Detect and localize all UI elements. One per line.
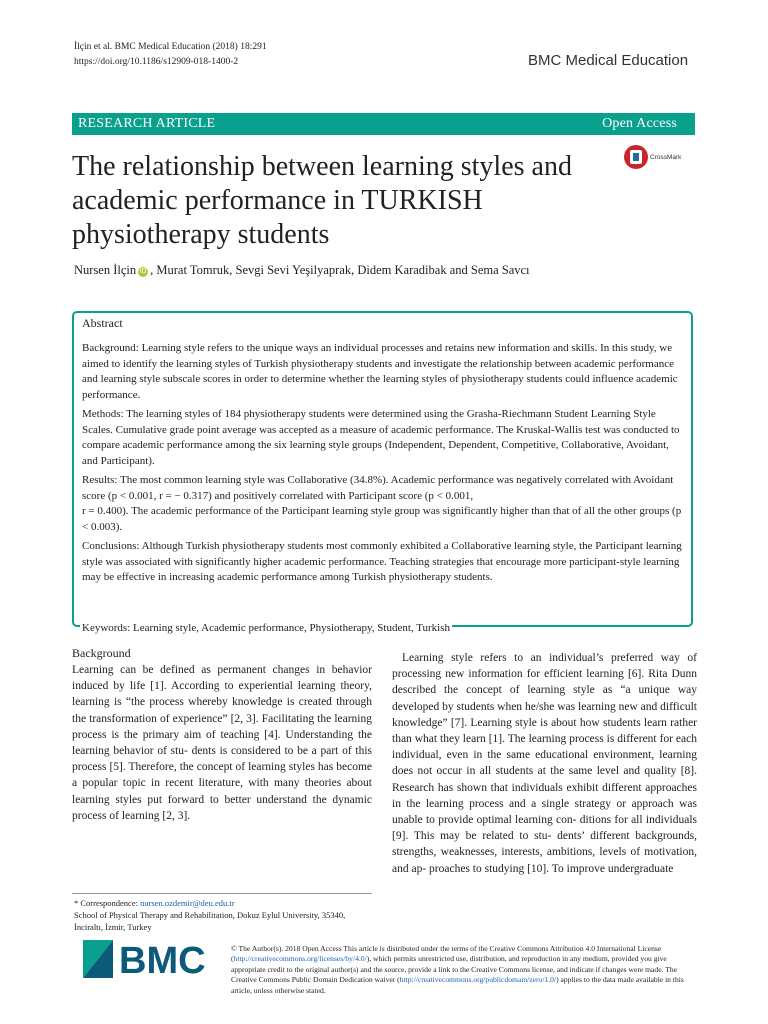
license-text-2: ), which permits unrestricted use, distribution, and reproduction in any medium, provided you give appropriate credit to the original author(s) and the source, provide a link to the Creative Commons license, and indicate if changes were made. The Creative Commons Public Domain Dedication waiver ( xyxy=(231,954,678,985)
body-paragraph-left: Learning can be defined as permanent changes in behavior induced by life [1]. According to experiential learning theory, learning is “the process whereby knowledge is created through the transformation of experience” [2, 3]. Facilitating the learning process is the primary aim of teaching [4]. Understanding the learning behavior of stu- dents is considered to be a part of this process [5]. Therefore, the concept of learning styles has become a popular topic in recent literature, with many theories about learning styles put forward to better understand the dynamic process of learning [2, 3]. xyxy=(72,664,372,822)
abstract-results-continued: r = 0.400). The academic performance of the Participant learning style group was significantly higher than that of all the other groups (p < 0.003). xyxy=(82,505,682,533)
license-link-cc-zero[interactable]: http://creativecommons.org/publicdomain/zero/1.0/ xyxy=(399,975,557,985)
license-statement xyxy=(231,944,693,996)
crossmark-badge[interactable] xyxy=(624,143,696,171)
bmc-logo xyxy=(83,940,218,980)
author-list xyxy=(74,263,530,278)
orcid-icon[interactable]: iD xyxy=(139,268,147,275)
body-paragraph-right: Learning style refers to an individual’s preferred way of processing new information for efficient learning [6]. Rita Dunn described the concept of learning style as “a unique way developed by students when he/she was learning new and difficult knowledge” [7]. Learning style is about how students learn rather than what they learn [1]. The learning process is different for each individual, even in the same educational environment, learning does not occur in all students at the same level and quality [8]. Research has shown that individuals exhibit different approaches in the learning process and a single strategy or approach was unable to provide optimal learning con- ditions for all individuals [9]. This may be related to stu- dents’ different backgrounds, strengths, weaknesses, interests, ambitions, levels of motivation, and ap- proaches to studying [10]. To improve undergraduate xyxy=(392,652,697,875)
affiliation: School of Physical Therapy and Rehabilitation, Dokuz Eylul University, 35340, İnciraltı, İzmir, Turkey xyxy=(74,910,346,932)
abstract-results-part1: Results: The most common learning style was Collaborative (34.8%). Academic performance was negatively correlated with Avoidant score (p < 0.001, r = − 0.317) and positively correlated with Participant score (p < 0.001, xyxy=(82,474,674,502)
correspondence-email[interactable]: nursen.ozdemir@deu.edu.tr xyxy=(140,898,235,908)
abstract-box xyxy=(72,311,693,627)
article-type: RESEARCH ARTICLE xyxy=(78,116,216,131)
abstract-heading: Abstract xyxy=(82,316,123,330)
article-title: The relationship between learning styles and academic performance in TURKISH physiotherapy students xyxy=(72,151,572,250)
crossmark-icon xyxy=(624,145,648,169)
other-authors: , Murat Tomruk, Sevgi Sevi Yeşilyaprak, Didem Karadibak and Sema Savcı xyxy=(150,263,530,277)
crossmark-label: CrossMark xyxy=(650,153,682,161)
header-year-volume: (2018) 18:291 xyxy=(212,42,267,52)
correspondence-footnote xyxy=(74,897,374,933)
header-citation: İlçin et al. BMC Medical Education xyxy=(74,42,211,52)
logo-text: BMC xyxy=(119,940,206,980)
doi-link[interactable]: https://doi.org/10.1186/s12909-018-1400-2 xyxy=(74,57,239,67)
abstract-conclusions: Conclusions: Although Turkish physiotherapy students most commonly exhibited a Collaborative learning style, the Participant learning style was associated with significantly higher academic performance. Teaching strategies that encourage more participant-style learning may be effective in increasing academic performance among Turkish physiotherapy students. xyxy=(82,540,682,583)
background-heading: Background xyxy=(72,646,131,660)
license-link-cc-by[interactable]: http://creativecommons.org/licenses/by/4.0/ xyxy=(233,954,367,964)
abstract-methods: Methods: The learning styles of 184 physiotherapy students were determined using the Grasha-Riechmann Student Learning Style Scales. Cumulative grade point average was accepted as a measure of academic performance. The Kruskal-Wallis test was conducted to compare academic performance among the six learning style groups (Independent, Dependent, Competitive, Collaborative, Avoidant, and Participant). xyxy=(82,408,680,467)
first-author: Nursen İlçin xyxy=(74,263,137,277)
journal-name: BMC Medical Education xyxy=(528,52,689,69)
running-header xyxy=(74,40,267,70)
body-right-column xyxy=(392,650,697,877)
body-left-column xyxy=(72,646,372,824)
license-text-3: ) applies to the data made available in this article, unless otherwise stated. xyxy=(231,975,684,995)
keywords: Keywords: Learning style, Academic performance, Physiotherapy, Student, Turkish xyxy=(82,622,451,634)
license-text-1: © The Author(s). 2018 Open Access This article is distributed under the terms of the Creative Commons Attribution 4.0 International License ( xyxy=(231,944,662,964)
correspondence-label: * Correspondence: xyxy=(74,898,138,908)
article-type-banner xyxy=(72,113,695,135)
footnote-divider xyxy=(72,893,372,894)
abstract-results xyxy=(82,473,683,504)
abstract-background: Background: Learning style refers to the unique ways an individual processes and retains new information and skills. In this study, we aimed to identify the learning styles of Turkish physiotherapy students and investigate the relationship between academic performance and learning style subscale scores in order to determine whether the learning styles of physiotherapy students could influence academic performance. xyxy=(82,342,678,401)
open-access-label: Open Access xyxy=(602,116,677,131)
